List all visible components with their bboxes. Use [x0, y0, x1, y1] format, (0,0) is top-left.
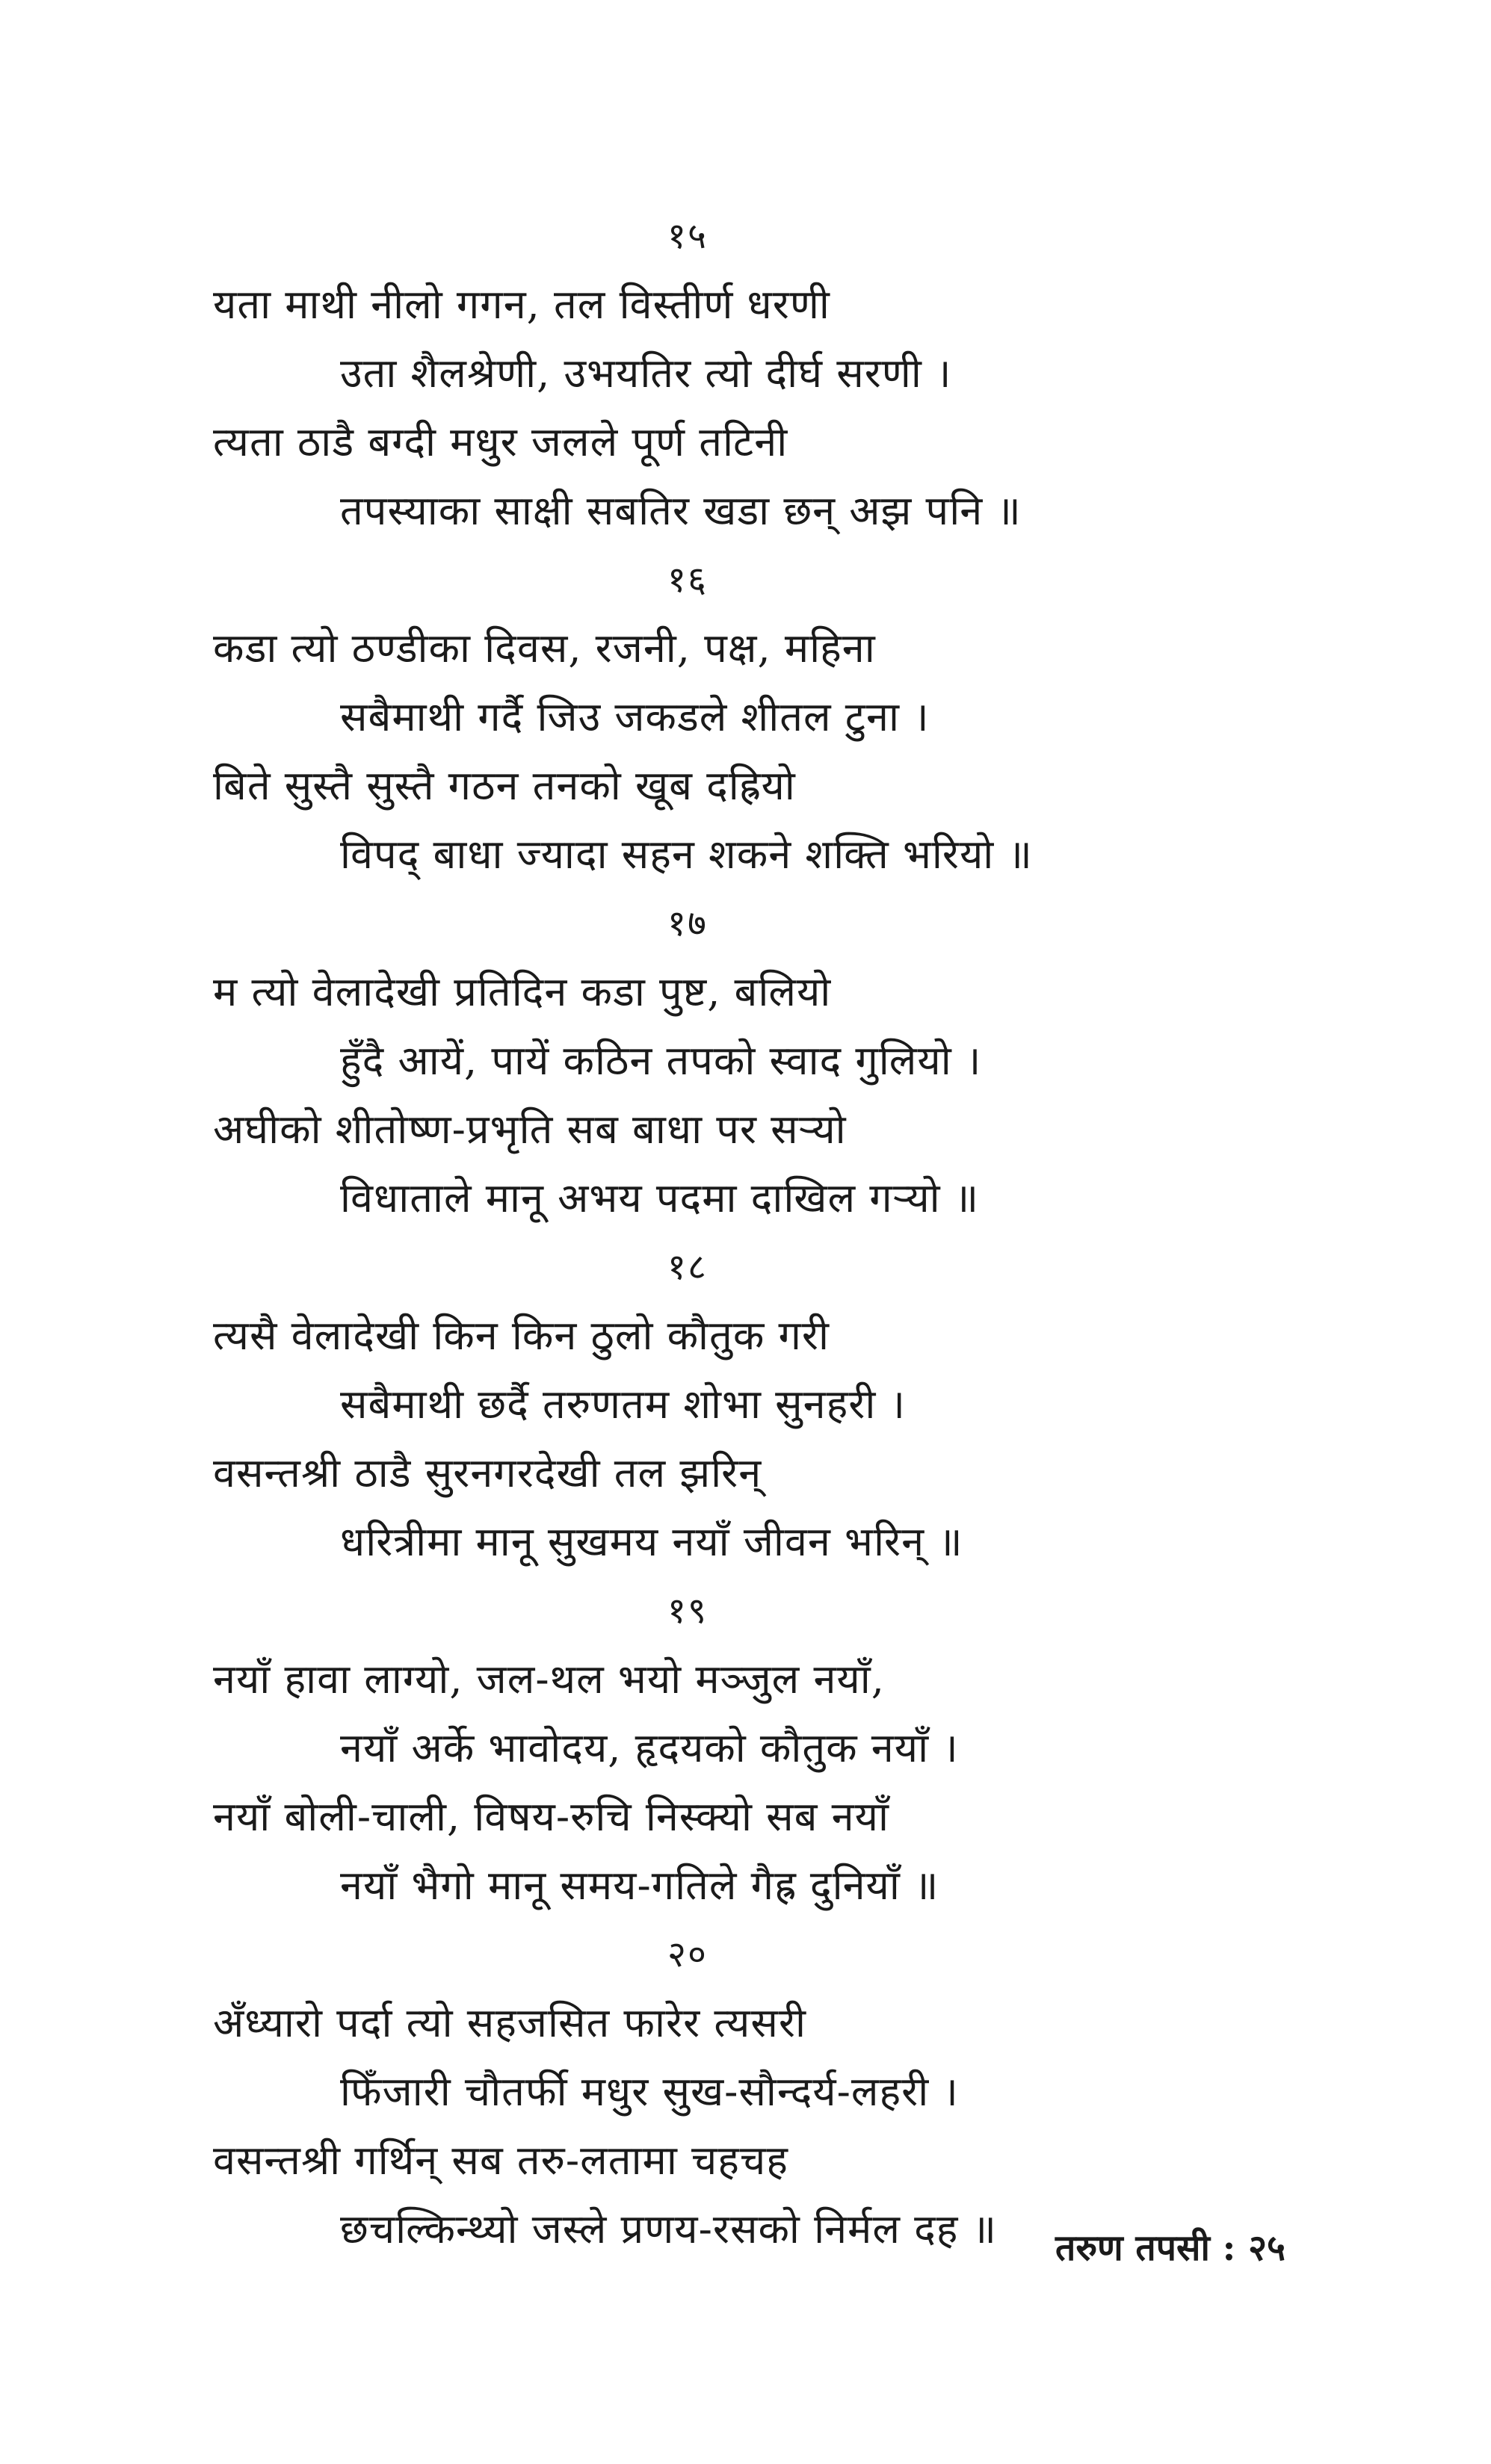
verse-line: अघीको शीतोष्ण-प्रभृति सब बाधा पर सर्‍यो — [213, 1106, 847, 1153]
verse-line: त्यता ठाडै बग्दी मधुर जलले पूर्ण तटिनी — [213, 418, 788, 465]
verse-line: विपद् बाधा ज्यादा सहन शकने शक्ति भरियो ॥ — [340, 831, 1033, 878]
verse-line: सबैमाथी गर्दै जिउ जकडले शीतल टुना । — [340, 693, 930, 740]
verse-line: म त्यो वेलादेखी प्रतिदिन कडा पुष्ट, बलियो — [213, 968, 832, 1015]
verse-line: वसन्तश्री ठाडै सुरनगरदेखी तल झरिन् — [213, 1449, 762, 1496]
verse-line: तपस्याका साक्षी सबतिर खडा छन् अझ पनि ॥ — [340, 487, 1022, 534]
stanza-number: १८ — [667, 1246, 708, 1288]
verse-line: यता माथी नीलो गगन, तल विस्तीर्ण धरणी — [213, 281, 830, 328]
verse-line: नयाँ अर्के भावोदय, हृदयको कौतुक नयाँ । — [340, 1724, 959, 1771]
verse-line: नयाँ हावा लाग्यो, जल-थल भयो मञ्जुल नयाँ, — [213, 1656, 885, 1703]
stanza-18 — [213, 1233, 1185, 1576]
stanza-number: १७ — [667, 903, 708, 944]
stanza-number: २० — [667, 1934, 708, 1975]
verse-line: हुँदै आयें, पायें कठिन तपको स्वाद गुलियो । — [340, 1037, 982, 1084]
poem-body — [213, 202, 1185, 2264]
verse-line: धरित्रीमा मानू सुखमय नयाँ जीवन भरिन् ॥ — [340, 1518, 963, 1565]
stanza-19 — [213, 1576, 1185, 1920]
verse-line: फिँजारी चौतर्फी मधुर सुख-सौन्दर्य-लहरी । — [340, 2068, 959, 2115]
verse-line: त्यसै वेलादेखी किन किन ठुलो कौतुक गरी — [213, 1312, 830, 1359]
stanza-number: १९ — [667, 1590, 708, 1632]
verse-line: अँध्यारो पर्दा त्यो सहजसित फारेर त्यसरी — [213, 1999, 806, 2046]
verse-line: उता शैलश्रेणी, उभयतिर त्यो दीर्घ सरणी । — [340, 350, 952, 397]
verse-line: बिते सुस्तै सुस्तै गठन तनको खूब दह्रियो — [213, 762, 796, 809]
stanza-20 — [213, 1920, 1185, 2264]
stanza-16 — [213, 545, 1185, 889]
verse-line: नयाँ भैगो मानू समय-गतिले गैह्र दुनियाँ ॥ — [340, 1862, 939, 1909]
verse-line: कडा त्यो ठण्डीका दिवस, रजनी, पक्ष, महिना — [213, 625, 876, 672]
running-footer: तरुण तपसी : २५ — [1055, 2227, 1285, 2269]
stanza-number: १५ — [667, 215, 708, 257]
stanza-number: १६ — [667, 559, 708, 601]
verse-line: छचल्किन्थ्यो जस्ले प्रणय-रसको निर्मल दह ॥ — [340, 2205, 997, 2253]
verse-line: विधाताले मानू अभय पदमा दाखिल गर्‍यो ॥ — [340, 1174, 980, 1222]
verse-line: वसन्तश्री गर्थिन् सब तरु-लतामा चहचह — [213, 2137, 788, 2184]
verse-line: सबैमाथी छर्दै तरुणतम शोभा सुनहरी । — [340, 1381, 906, 1428]
verse-line: नयाँ बोली-चाली, विषय-रुचि निस्क्यो सब नयाँ — [213, 1793, 889, 1840]
stanza-15 — [213, 202, 1185, 545]
stanza-17 — [213, 889, 1185, 1233]
